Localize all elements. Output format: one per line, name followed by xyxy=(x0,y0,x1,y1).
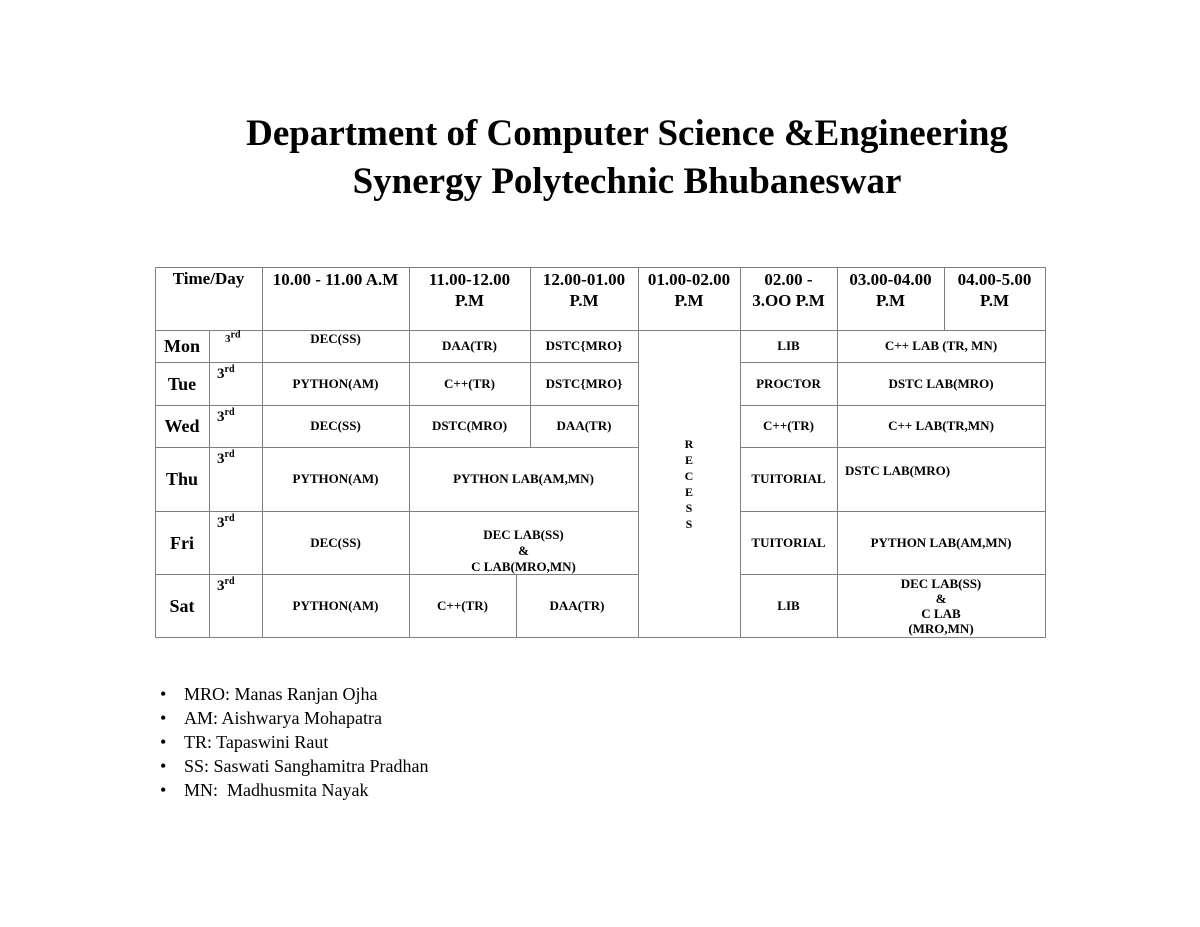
class-cell: PYTHON(AM) xyxy=(292,375,379,391)
class-cell: DEC(SS) xyxy=(310,418,361,433)
lab-cell: C++ LAB(TR,MN) xyxy=(888,418,994,433)
semester-suffix: rd xyxy=(224,364,235,375)
header-slot: 04.00-5.00 P.M xyxy=(957,270,1032,310)
header-slot: 02.00 - 3.OO P.M xyxy=(752,270,825,310)
legend-item: • TR: Tapaswini Raut xyxy=(160,730,428,754)
class-cell: TUITORIAL xyxy=(751,534,826,550)
class-cell: C++(TR) xyxy=(437,597,488,613)
semester-suffix: rd xyxy=(224,449,235,460)
day-label: Fri xyxy=(170,532,194,553)
lab-cell: C++ LAB (TR, MN) xyxy=(884,338,998,353)
semester-number: 3 xyxy=(217,578,225,594)
semester-label xyxy=(217,364,235,382)
semester-suffix: rd xyxy=(230,329,241,341)
document-title: Department of Computer Science &Engineering xyxy=(246,113,1008,154)
semester-label xyxy=(225,329,241,347)
lab-cell: DSTC LAB(MRO) xyxy=(888,375,994,391)
class-cell: DSTC{MRO} xyxy=(545,375,623,391)
class-cell: C++(TR) xyxy=(444,375,495,391)
class-cell: DAA(TR) xyxy=(442,338,497,353)
header-slot: 11.00-12.00 P.M xyxy=(428,270,511,310)
legend-item: • AM: Aishwarya Mohapatra xyxy=(160,706,428,730)
class-cell: TUITORIAL xyxy=(751,471,826,486)
class-cell: LIB xyxy=(777,597,800,613)
semester-number: 3 xyxy=(217,451,225,467)
lab-cell: DSTC LAB(MRO) xyxy=(845,463,951,478)
recess-letter: E xyxy=(684,484,693,499)
header-slot: 03.00-04.00 P.M xyxy=(849,270,932,310)
class-cell: DEC(SS) xyxy=(310,534,361,550)
day-label: Tue xyxy=(167,373,197,394)
recess-letter: E xyxy=(684,452,693,467)
day-label: Mon xyxy=(164,336,200,356)
semester-suffix: rd xyxy=(224,407,235,418)
semester-number: 3 xyxy=(217,409,225,425)
header-slot: 10.00 - 11.00 A.M xyxy=(272,270,399,289)
semester-label xyxy=(217,513,235,531)
semester-suffix: rd xyxy=(224,513,235,524)
lab-cell: PYTHON LAB(AM,MN) xyxy=(870,534,1012,550)
institution-name: Synergy Polytechnic Bhubaneswar xyxy=(352,161,902,202)
lab-cell: PYTHON LAB(AM,MN) xyxy=(453,471,594,486)
recess-letter: S xyxy=(685,500,693,515)
faculty-legend xyxy=(160,682,428,802)
recess-letter: S xyxy=(685,516,693,531)
semester-label xyxy=(217,576,235,594)
lab-cell: DEC LAB(SS) & C LAB(MRO,MN) xyxy=(471,527,576,574)
class-cell: DAA(TR) xyxy=(556,418,612,433)
class-cell: C++(TR) xyxy=(763,418,814,433)
legend-item: • SS: Saswati Sanghamitra Pradhan xyxy=(160,754,428,778)
class-cell: PYTHON(AM) xyxy=(292,471,379,486)
legend-item: • MRO: Manas Ranjan Ojha xyxy=(160,682,428,706)
header-slot: 12.00-01.00 P.M xyxy=(542,270,626,310)
class-cell: LIB xyxy=(777,338,800,353)
class-cell: DSTC(MRO) xyxy=(431,418,508,433)
recess-column xyxy=(638,330,740,637)
semester-suffix: rd xyxy=(224,576,235,587)
semester-label xyxy=(217,449,235,467)
day-label: Thu xyxy=(165,469,199,489)
legend-item: • MN: Madhusmita Nayak xyxy=(160,778,428,802)
day-label: Sat xyxy=(169,595,195,616)
recess-letter: C xyxy=(684,468,694,483)
class-cell: DSTC{MRO} xyxy=(545,338,623,353)
semester-label xyxy=(217,407,235,425)
class-cell: DEC(SS) xyxy=(310,331,361,346)
class-cell: PROCTOR xyxy=(756,375,821,391)
semester-number: 3 xyxy=(225,333,231,345)
semester-number: 3 xyxy=(217,515,225,531)
recess-letter: R xyxy=(684,436,694,451)
header-slot: 01.00-02.00 P.M xyxy=(647,270,731,310)
day-label: Wed xyxy=(164,416,200,436)
class-cell: PYTHON(AM) xyxy=(292,597,379,613)
class-cell: DAA(TR) xyxy=(549,597,605,613)
semester-number: 3 xyxy=(217,366,225,382)
header-time-day: Time/Day xyxy=(172,269,245,288)
lab-cell: DEC LAB(SS) & C LAB (MRO,MN) xyxy=(900,576,982,636)
